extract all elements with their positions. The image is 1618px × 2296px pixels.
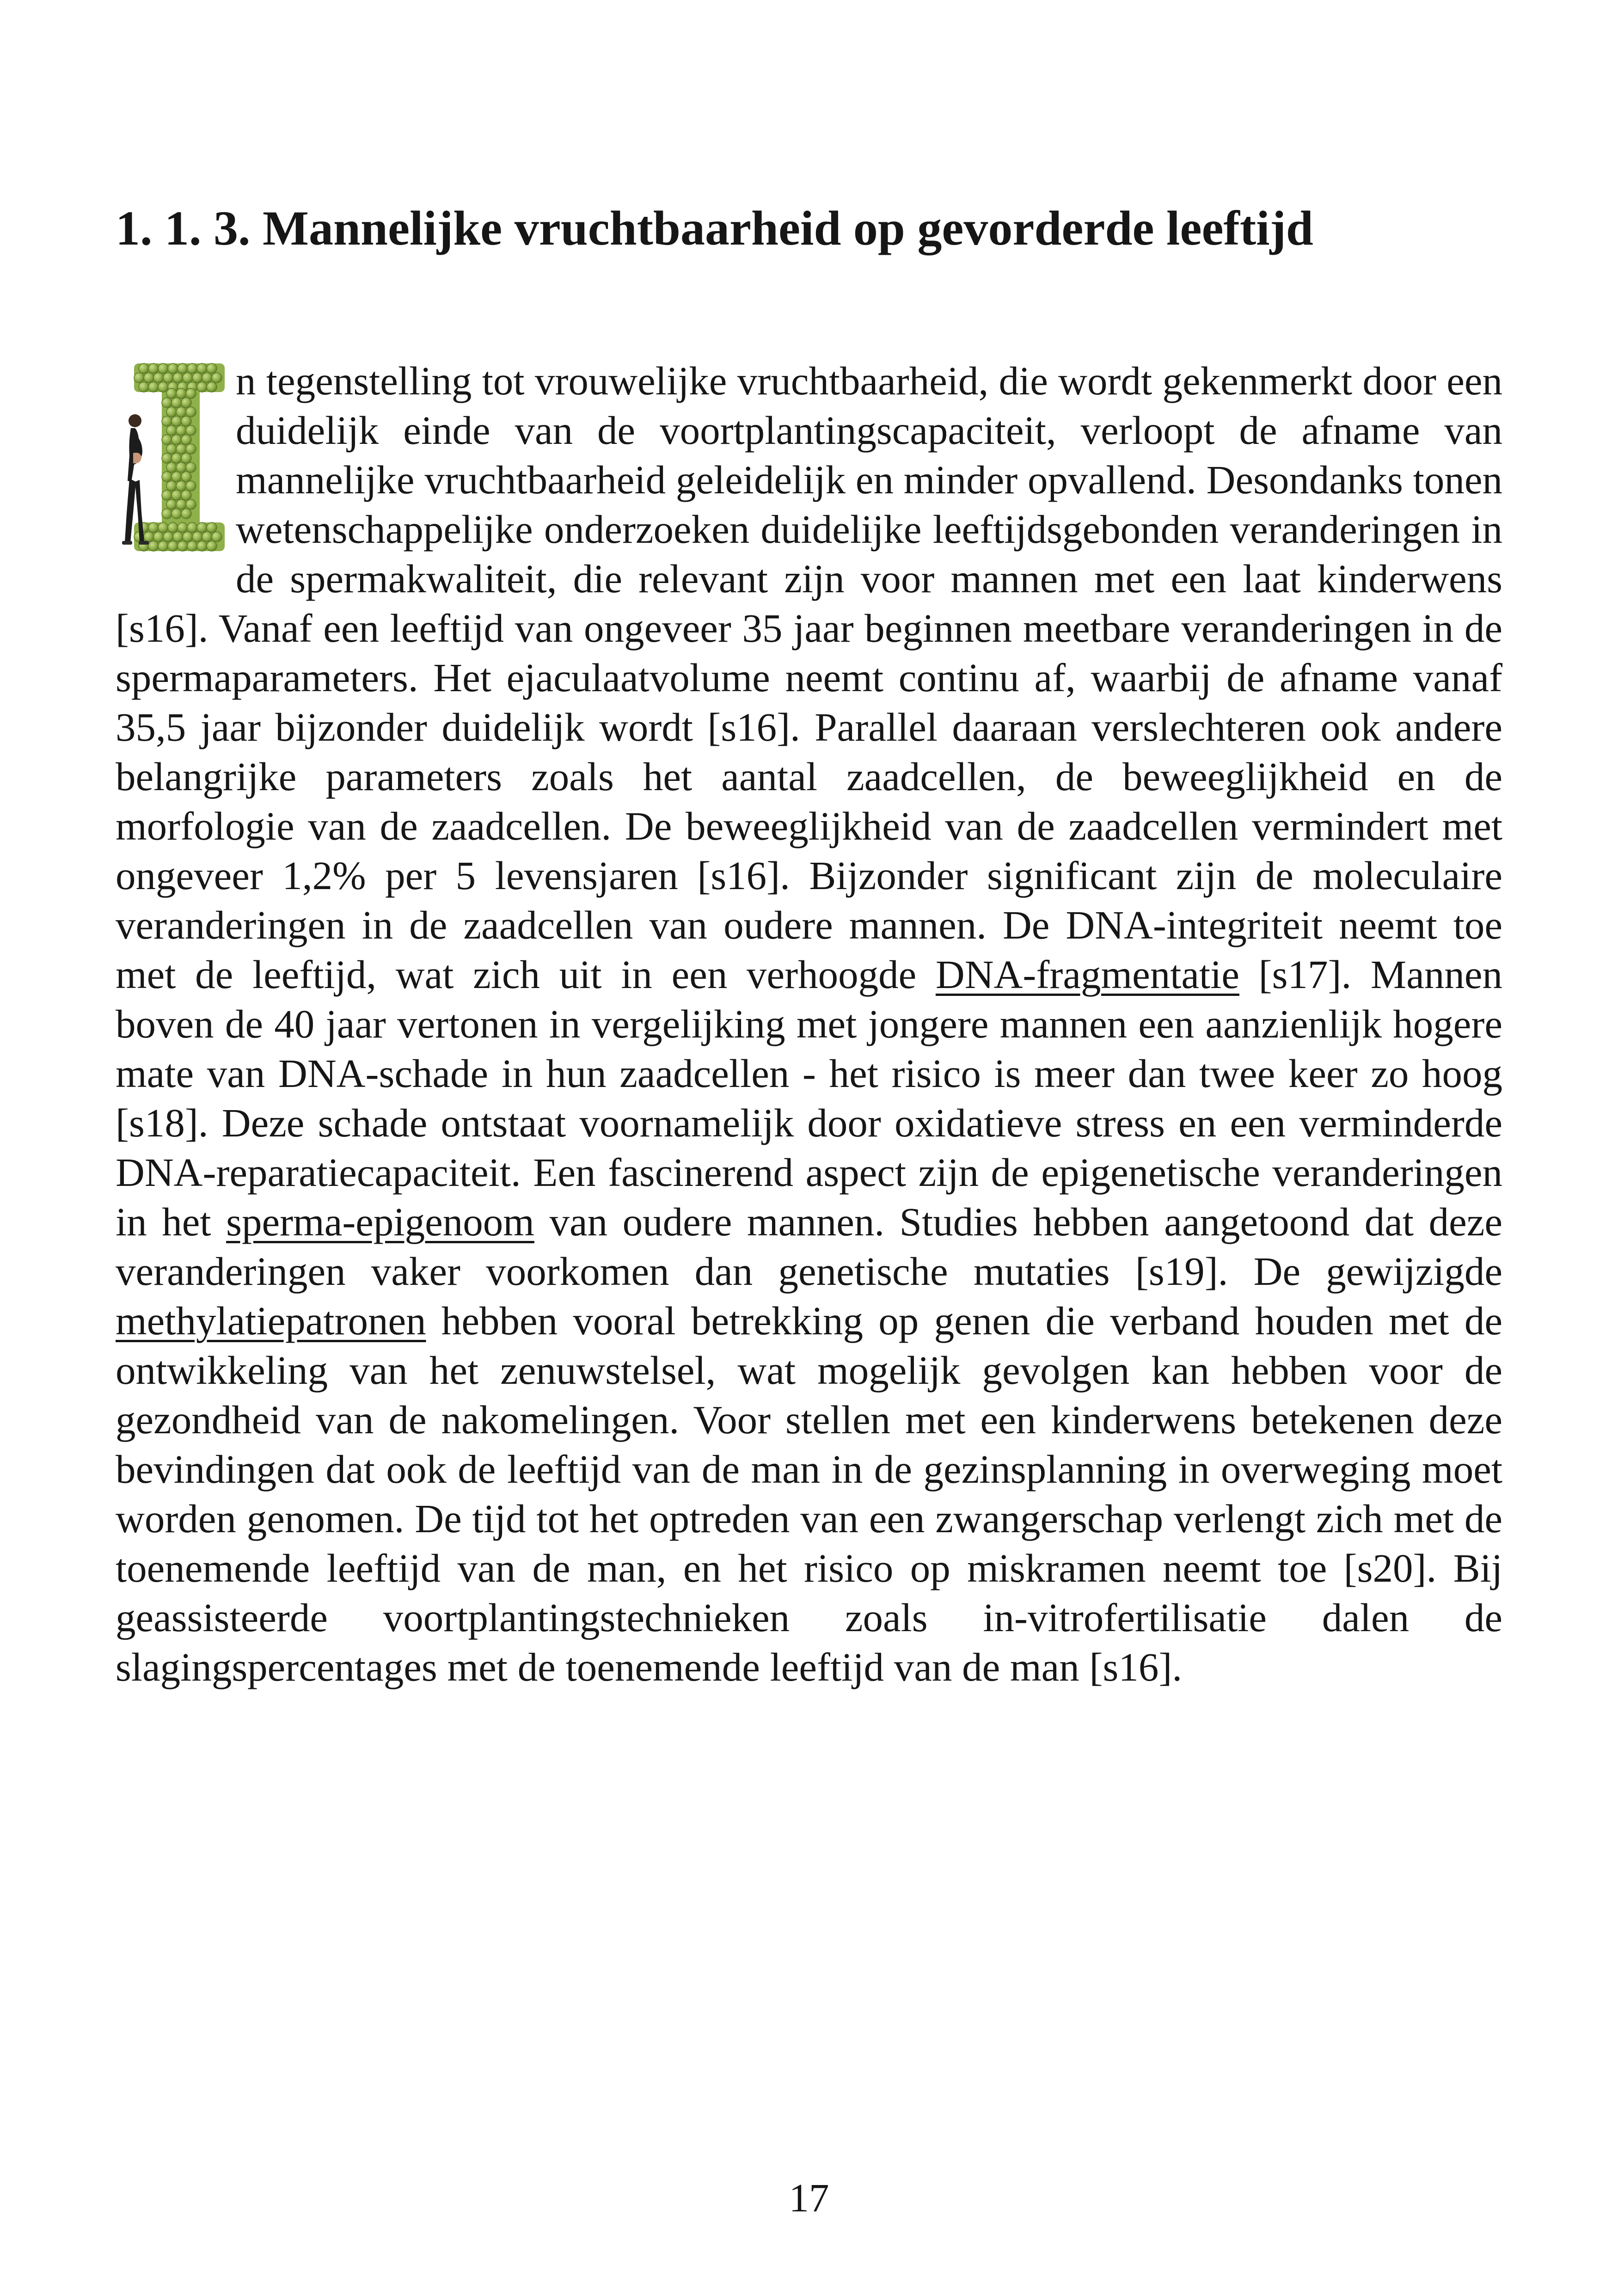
pea-texture (178, 541, 188, 551)
pea-texture (187, 522, 197, 533)
pea-texture (176, 499, 186, 510)
pea-texture (166, 481, 177, 491)
page-number: 17 (789, 2175, 829, 2220)
pea-texture (172, 416, 182, 426)
pea-texture (176, 407, 186, 417)
pea-texture (187, 541, 197, 551)
pea-texture (176, 481, 186, 491)
decorative-initial-letter (116, 361, 227, 555)
pea-texture (172, 398, 182, 408)
pea-texture (212, 373, 222, 383)
paragraph-text: n tegenstelling tot vrouwelijke vruchtbaarheid, die wordt gekenmerkt door een duidelijk einde van de voortplantingscapaciteit, verloopt de afname van mannelijke vruchtbaarheid geleidelijk en minder opvallend. Desondanks tonen wetenschappelijke onderzoeken duidelijke leeftijdsgebonden veranderingen in de spermakwaliteit, die relevant zijn voor mannen met een laat kinderwens [s16]. Vanaf een leeftijd van ongeveer 35 jaar beginnen meetbare veranderingen in de spermaparameters. Het ejaculaatvolume neemt continu af, waarbij de afname vanaf 35,5 jaar bijzonder duidelijk wordt [s16]. Parallel daaraan verslechteren ook andere belangrijke parameters zoals het aantal zaadcellen, de beweeglijkheid en de morfologie van de zaadcellen. De beweeglijkheid van de zaadcellen vermindert met ongeveer 1,2% per 5 levensjaren [s16]. Bijzonder significant zijn de moleculaire veranderingen in de zaadcellen van oudere mannen. De DNA-integriteit neemt toe met de leeftijd, wat zich uit in een verhoogde (116, 358, 1502, 997)
pea-texture (172, 509, 182, 519)
pea-texture (166, 444, 177, 454)
pea-texture (163, 532, 173, 542)
pea-texture (181, 453, 191, 463)
underlined-term: methylatiepatronen (116, 1298, 426, 1343)
pea-texture (166, 499, 177, 510)
pea-texture (181, 416, 191, 426)
pea-texture (186, 388, 196, 399)
pea-texture (172, 435, 182, 445)
pea-texture (168, 522, 178, 533)
pea-texture (148, 363, 159, 374)
pea-texture (186, 499, 196, 510)
pea-texture (162, 398, 172, 408)
underlined-term: sperma-epigenoom (226, 1199, 534, 1244)
pea-texture (197, 522, 207, 533)
body-paragraph (116, 356, 1502, 1692)
pea-texture (162, 490, 172, 500)
pea-texture (181, 490, 191, 500)
pea-texture (176, 388, 186, 399)
pea-texture (148, 522, 159, 533)
dropcap-art (116, 361, 227, 555)
pea-texture (207, 363, 217, 374)
pea-texture (176, 462, 186, 473)
pea-texture (207, 541, 217, 551)
pea-texture (162, 472, 172, 482)
pea-texture (158, 522, 168, 533)
pea-texture (166, 407, 177, 417)
pea-texture (162, 453, 172, 463)
pea-texture (183, 373, 193, 383)
pea-texture (163, 373, 173, 383)
pea-texture (158, 382, 168, 392)
pea-texture (178, 522, 188, 533)
pea-texture (186, 444, 196, 454)
pea-texture (181, 435, 191, 445)
pea-texture (207, 522, 217, 533)
pea-texture (197, 363, 207, 374)
pea-texture (187, 363, 197, 374)
pea-texture (162, 509, 172, 519)
pea-texture (207, 382, 217, 392)
paragraph-text: van oudere mannen. Studies hebben aangetoond dat deze veranderingen vaker voorkomen dan genetische mutaties [s19]. De gewijzigde (116, 1199, 1502, 1294)
pea-texture (181, 509, 191, 519)
pea-texture (166, 388, 177, 399)
pea-texture (197, 382, 207, 392)
section-heading: 1. 1. 3. Mannelijke vruchtbaarheid op gevorderde leeftijd (116, 201, 1313, 255)
pea-texture (162, 435, 172, 445)
pea-texture (153, 373, 164, 383)
pea-texture (176, 444, 186, 454)
pea-texture (158, 363, 168, 374)
pea-texture (186, 407, 196, 417)
pea-texture (176, 425, 186, 436)
pea-texture (166, 462, 177, 473)
pea-texture (212, 532, 222, 542)
pea-texture (178, 363, 188, 374)
pea-texture (181, 398, 191, 408)
underlined-term: DNA-fragmentatie (935, 952, 1239, 997)
pea-texture (173, 532, 183, 542)
pea-texture (162, 416, 172, 426)
pea-texture (202, 532, 212, 542)
pea-texture (172, 453, 182, 463)
paragraph-text: hebben vooral betrekking op genen die verband houden met de ontwikkeling van het zenuwstelsel, wat mogelijk gevolgen kan hebben voor de gezondheid van de nakomelingen. Voor stellen met een kinderwens betekenen deze bevindingen dat ook de leeftijd van de man in de gezinsplanning in overweging moet worden genomen. De tijd tot het optreden van een zwangerschap verlengt zich met de toenemende leeftijd van de man, en het risico op miskramen neemt toe [s20]. Bij geassisteerde voortplantingstechnieken zoals in-vitrofertilisatie dalen de slagingspercentages met de toenemende leeftijd van de man [s16]. (116, 1298, 1502, 1689)
pea-texture (139, 363, 149, 374)
pea-texture (148, 541, 159, 551)
pea-texture (183, 532, 193, 542)
pea-texture (166, 425, 177, 436)
pea-texture (186, 425, 196, 436)
pea-texture (172, 490, 182, 500)
paragraph-text: [s17]. Mannen boven de 40 jaar vertonen in vergelijking met jongere mannen een aanzienlijk hogere mate van DNA-schade in hun zaadcellen - het risico is meer dan twee keer zo hoog [s18]. Deze schade ontstaat voornamelijk door oxidatieve stress en een verminderde DNA-reparatiecapaciteit. Een fascinerend aspect zijn de epigenetische veranderingen in het (116, 952, 1502, 1244)
pea-texture (144, 532, 154, 542)
pea-texture (172, 472, 182, 482)
pea-texture (168, 363, 178, 374)
pea-texture (153, 532, 164, 542)
pea-texture (192, 373, 202, 383)
pea-texture (186, 481, 196, 491)
pea-texture (192, 532, 202, 542)
pea-texture (197, 541, 207, 551)
pea-texture (144, 373, 154, 383)
pea-texture (134, 373, 144, 383)
pea-texture (139, 382, 149, 392)
pea-texture (202, 373, 212, 383)
pea-texture (186, 462, 196, 473)
pea-texture (181, 472, 191, 482)
pea-texture (173, 373, 183, 383)
paragraph-content (116, 358, 1502, 1689)
pea-texture (168, 541, 178, 551)
pea-texture (158, 541, 168, 551)
pea-texture (148, 382, 159, 392)
